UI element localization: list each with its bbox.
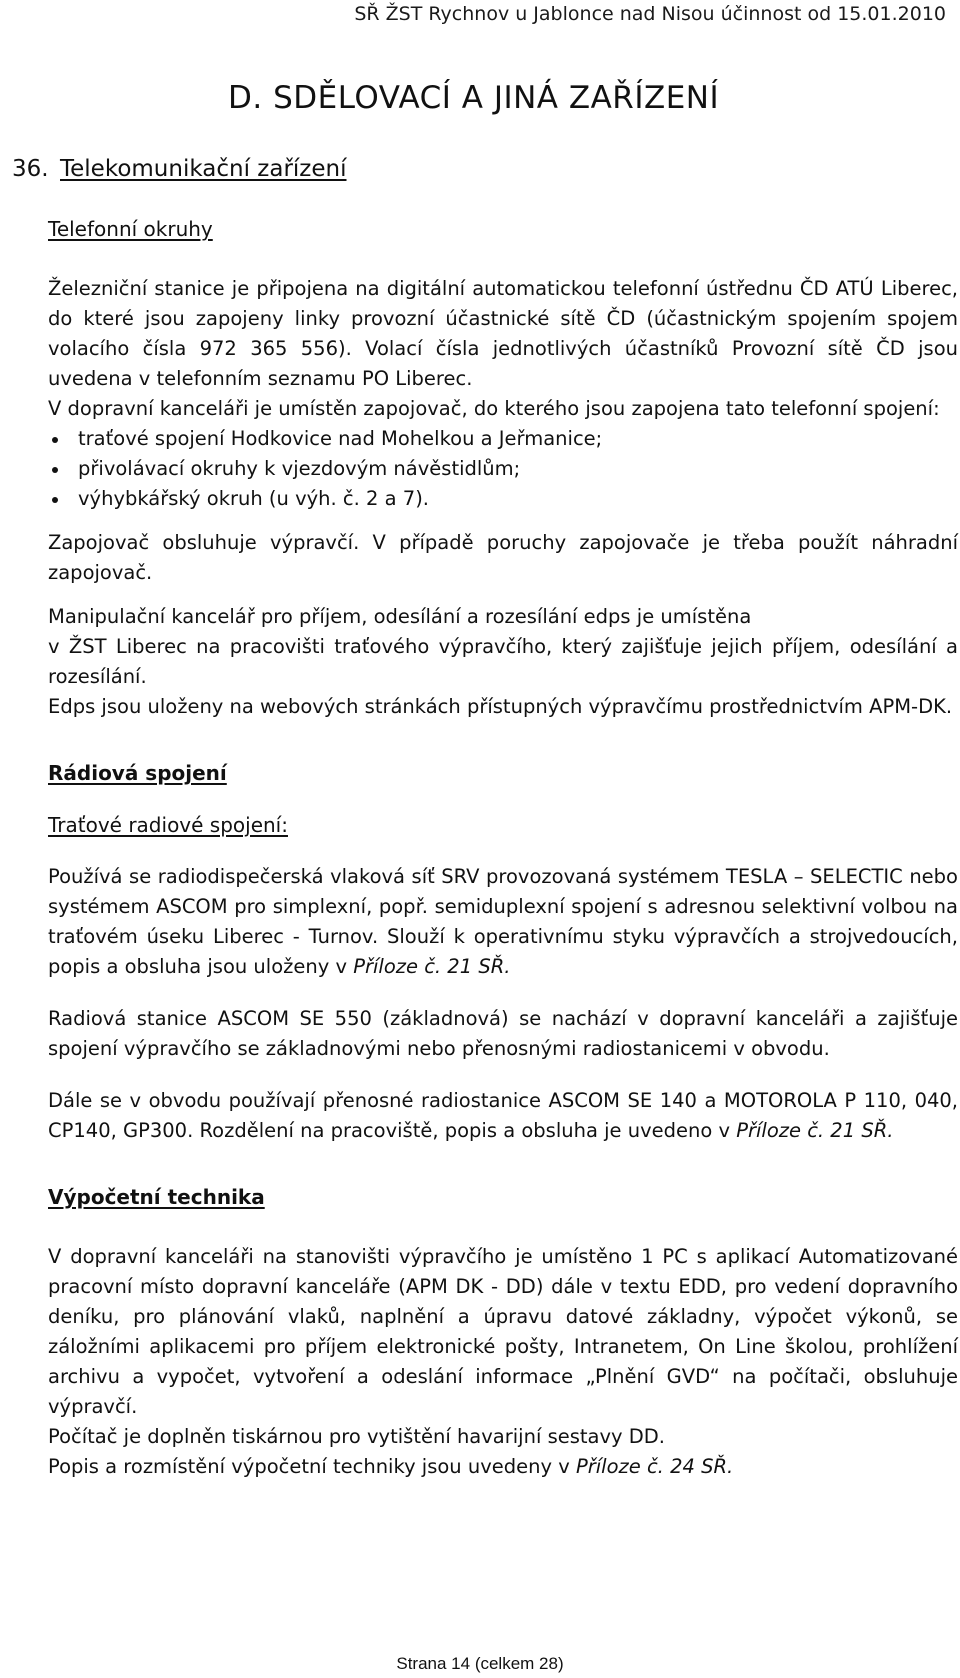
- page-number-footer: Strana 14 (celkem 28): [396, 1654, 564, 1673]
- vypocetni-technika-paragraph-2: Počítač je doplněn tiskárnou pro vytištění havarijní sestavy DD.: [48, 1425, 665, 1448]
- telefonni-okruhy-paragraph-5: Edps jsou uloženy na webových stránkách přístupných výpravčímu prostřednictvím APM-DK.: [48, 695, 953, 718]
- list-item: traťové spojení Hodkovice nad Mohelkou a Jeřmanice;: [48, 424, 958, 454]
- vypocetni-technika-paragraph-3: [48, 1452, 958, 1482]
- chapter-title-text: Telekomunikační zařízení: [60, 156, 347, 182]
- list-item: přivolávací okruhy k vjezdovým návěstidlům;: [48, 454, 958, 484]
- telefonni-okruhy-paragraph-2: V dopravní kanceláři je umístěn zapojovač, do kterého jsou zapojena tato telefonní spojení:: [48, 397, 940, 420]
- attachment-reference: Příloze č. 21 SŘ.: [353, 955, 511, 978]
- telefonni-okruhy-paragraph-3: Zapojovač obsluhuje výpravčí. V případě poruchy zapojovače je třeba použít náhradní zapojovač.: [48, 531, 958, 584]
- tratove-radiove-spojeni-heading: Traťové radiové spojení:: [48, 813, 288, 837]
- attachment-reference: Příloze č. 21 SŘ.: [736, 1119, 894, 1142]
- list-item: výhybkářský okruh (u výh. č. 2 a 7).: [48, 484, 958, 514]
- vypocetni-technika-paragraph-1: V dopravní kanceláři na stanovišti výpravčího je umístěno 1 PC s aplikací Automatizované pracovní místo dopravní kanceláře (APM DK - DD) dále v textu EDD, pro vedení dopravního deníku, pro plánování vlaků, naplnění a úpravu datové základny, výpočet výkonů, se záložními aplikacemi pro příjem elektronické pošty, Intranetem, On Line školou, prohlížení archivu a vypočet, vytvoření a odeslání informace „Plnění GVD“ na počítači, obsluhuje výpravčí.: [48, 1245, 958, 1418]
- document-body: [48, 214, 958, 1482]
- radiova-spojeni-paragraph-1: [48, 862, 958, 982]
- telefonni-okruhy-paragraph-1: Železniční stanice je připojena na digitální automatickou telefonní ústřednu ČD ATÚ Liberec, do které jsou zapojeny linky provozní účastnické sítě ČD (účastnickým spojením spojem volacího čísla 972 365 556). Volací čísla jednotlivých účastníků Provozní sítě ČD jsou uvedena v telefonním seznamu PO Liberec.: [48, 277, 958, 390]
- attachment-reference: Příloze č. 24 SŘ.: [575, 1455, 734, 1478]
- radiova-spojeni-heading: Rádiová spojení: [48, 761, 227, 785]
- chapter-title: [12, 156, 347, 182]
- running-header: SŘ ŽST Rychnov u Jablonce nad Nisou účinnost od 15.01.2010: [354, 3, 946, 25]
- telefonni-okruhy-paragraph-4: v ŽST Liberec na pracovišti traťového výpravčího, který zajišťuje jejich příjem, odesílání a rozesílání.: [48, 635, 958, 688]
- telefonni-okruhy-paragraph-4-line-1: Manipulační kancelář pro příjem, odesílání a rozesílání edps je umístěna: [48, 605, 752, 628]
- vypocetni-technika-paragraph-3-text: Popis a rozmístění výpočetní techniky jsou uvedeny v: [48, 1455, 570, 1478]
- radiova-spojeni-paragraph-3: [48, 1086, 958, 1146]
- radiova-spojeni-paragraph-3-text: Dále se v obvodu používají přenosné radiostanice ASCOM SE 140 a MOTOROLA P 110, 040, CP140, GP300. Rozdělení na pracoviště, popis a obsluha je uvedeno v: [48, 1089, 958, 1142]
- telefonni-okruhy-heading: Telefonní okruhy: [48, 217, 213, 241]
- telephone-connections-list: [48, 424, 958, 514]
- section-heading: D. SDĚLOVACÍ A JINÁ ZAŘÍZENÍ: [228, 80, 720, 116]
- radiova-spojeni-paragraph-2: Radiová stanice ASCOM SE 550 (základnová) se nachází v dopravní kanceláři a zajišťuje spojení výpravčího se základnovými nebo přenosnými radiostanicemi v obvodu.: [48, 1007, 958, 1060]
- vypocetni-technika-heading: Výpočetní technika: [48, 1185, 265, 1209]
- chapter-number: 36.: [12, 156, 49, 182]
- radiova-spojeni-paragraph-1-text: Používá se radiodispečerská vlaková síť SRV provozovaná systémem TESLA – SELECTIC nebo systémem ASCOM pro simplexní, popř. semiduplexní spojení s adresnou selektivní volbou na traťovém úseku Liberec - Turnov. Slouží k operativnímu styku výpravčích a strojvedoucích, popis a obsluha jsou uloženy v: [48, 865, 958, 978]
